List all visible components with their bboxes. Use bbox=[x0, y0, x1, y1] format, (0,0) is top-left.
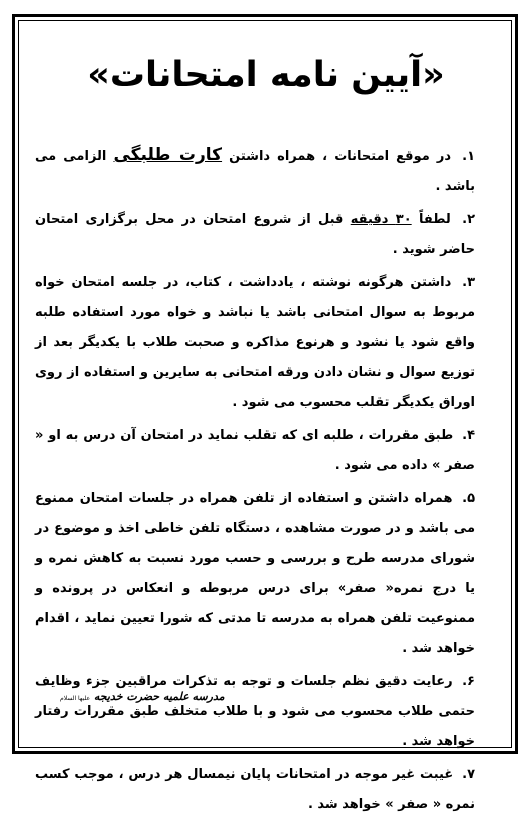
rule-item-2 bbox=[35, 205, 475, 265]
rule-number: ۵. bbox=[462, 491, 475, 506]
rule-item-7 bbox=[35, 760, 475, 820]
rule-text: قبل از شروع امتحان در محل برگزاری امتحان حاضر شوید . bbox=[35, 212, 475, 257]
school-honorific: علیها السلام bbox=[60, 695, 91, 702]
rule-text: طبق مقررات ، طلبه ای که تقلب نماید در امتحان آن درس به او « صفر » داده می شود . bbox=[35, 428, 475, 473]
rule-number: ۱. bbox=[462, 149, 475, 164]
rule-text: رعایت دقیق نظم جلسات و توجه به تذکرات مراقبین جزء وظایف حتمی طلاب محسوب می شود و با طلاب متخلف طبق مقررات رفتار خواهد شد . bbox=[35, 674, 475, 749]
rule-item-3 bbox=[35, 268, 475, 418]
rule-number: ۷. bbox=[462, 767, 475, 782]
rule-text: همراه داشتن و استفاده از تلفن همراه در جلسات امتحان ممنوع می باشد و در صورت مشاهده ، دستگاه تلفن خاطی اخذ و موضوع در شورای مدرسه طرح و بررسی و حسب مورد نسبت به کاهش نمره و یا درج نمره« صفر» برای درس مربوطه و انعکاس در پرونده و ممنوعیت تلفن همراه به مدرسه تا مدتی که شورا تعیین نماید ، اقدام خواهد شد . bbox=[35, 491, 475, 656]
rule-text: الزامی می باشد . bbox=[35, 149, 475, 194]
rule-text: داشتن هرگونه نوشته ، یادداشت ، کتاب، در جلسه امتحان خواه مربوط به سوال امتحانی باشد یا نباشد و خواه مورد استفاده طلبه واقع شود یا نشود و هرنوع مذاکره و صحبت طلاب با یکدیگر بعد از توزیع سوال و نشان دادن ورقه امتحانی به سایرین و استفاده از روی اوراق یکدیگر تقلب محسوب می شود . bbox=[35, 275, 475, 410]
rule-item-6 bbox=[35, 667, 475, 757]
rule-text: در موقع امتحانات ، همراه داشتن bbox=[229, 149, 452, 164]
rule-number: ۲. bbox=[462, 212, 476, 227]
rule-number: ۴. bbox=[462, 428, 475, 443]
page-title: «آیین نامه امتحانات» bbox=[87, 55, 445, 95]
rule-item-1 bbox=[35, 140, 475, 202]
rule-number: ۶. bbox=[462, 674, 475, 689]
rule-item-5 bbox=[35, 484, 475, 664]
thirty-minutes-text: ۳۰ دقیقه bbox=[350, 212, 412, 227]
rule-number: ۳. bbox=[462, 275, 476, 290]
rule-text: غیبت غیر موجه در امتحانات پایان نیمسال هر درس ، موجب کسب نمره « صفر » خواهد شد . bbox=[35, 767, 475, 812]
rules-list bbox=[35, 140, 475, 823]
rule-text: لطفاً bbox=[419, 212, 451, 227]
rule-item-4 bbox=[35, 421, 475, 481]
student-card-text: کارت طلبگی bbox=[113, 145, 223, 165]
school-signature bbox=[60, 690, 240, 703]
school-name: مدرسه علمیه حضرت خدیجه bbox=[93, 690, 225, 703]
